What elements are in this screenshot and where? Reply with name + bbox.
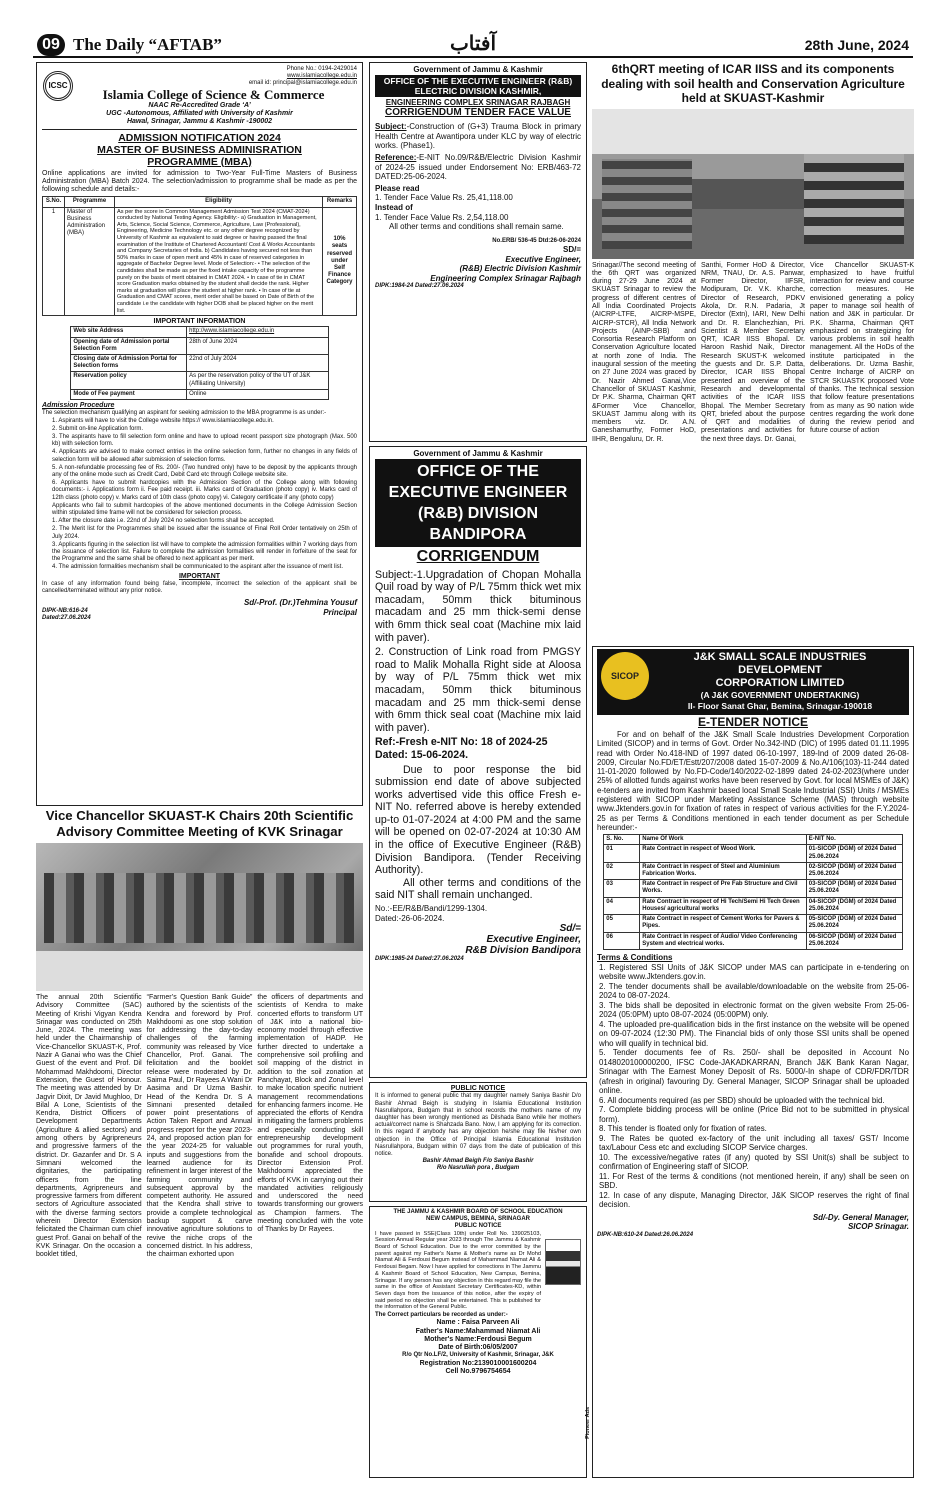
college-naac: NAAC Re-Accredited Grade ‘A’ — [148, 101, 251, 109]
procedure-step: 1. Aspirants will have to visit the College website https:// www.islamiacollege.edu.in. — [52, 417, 274, 424]
dipk-code: DIPK-NB:616-24 — [42, 607, 88, 614]
corr2-body: Due to poor response the bid submission end date of above subjected works advertised vide this office Fresh e-NIT No. referred above is hereby extended up-to 01-07-2024 at 4:00 PM and the same will be opened on 02-07-2024 at 10:30 AM in the office of Executive Engineer (R&B) Division Bandipora. (Tender Receiving Authority). — [375, 763, 581, 877]
admission-programme-line1: MASTER OF BUSINESS ADMINISRATION — [97, 143, 302, 156]
principal-title: Principal — [323, 607, 357, 617]
sicop-term: 12. In case of any dispute, Managing Director, J&K SICOP reserves the right of final decision. — [599, 1190, 909, 1209]
important-info-heading: IMPORTANT INFORMATION — [153, 318, 246, 326]
procedure-step: 3. The aspirants have to fill selection form online and have to upload recent passport size photograph (Max. 500 kb) with selection form. — [52, 433, 357, 448]
th-eligibility: Eligibility — [115, 197, 323, 207]
sicop-cell-work: Rate Contract in respect of Cement Works for Pavers & Pipes. — [640, 915, 807, 932]
corr2-subject: Subject:-1.Upgradation of Chopan Mohalla Quil road by way of P/L 75mm thick wet mix macadam, 50mm thick bituminous macadam and 25 mm thick-semi dense with 6mm thick seal coat (Machine mix laid with paver). — [375, 568, 581, 644]
sicop-cell-work: Rate Contract in respect of Audio/ Video Conferencing System and electrical works. — [640, 932, 807, 949]
sicop-term: 4. The uploaded pre-qualification bids in the first instance on the website will be opened on 09-07-2024 (12:30 PM). The Financial bids of only those SSI units shall be opened who will qualify in technical bid. — [599, 1019, 909, 1048]
info-row — [71, 327, 328, 337]
public-notice — [369, 1082, 587, 1202]
th-remarks: Remarks — [323, 197, 357, 207]
jkbose-title2: NEW CAMPUS, BEMINA, SRINAGAR — [425, 1216, 530, 1223]
corr1-sign3: Engineering Complex Srinagar Rajbagh — [430, 273, 581, 283]
paper-name: The Daily “AFTAB” — [73, 35, 222, 54]
dipk-date: Dated:27.06.2024 — [42, 615, 91, 622]
corr2-item2: 2. Construction of Link road from PMGSY road to Malik Mohalla Right side at Aloosa by way of P/L 75mm thick wet mix macadam, 50mm thick bituminous macadam and 25 mm thick-semi dense with 6mm thick seal coat (Machine mix laid with paver). — [375, 646, 581, 734]
info-row — [71, 355, 328, 372]
sicop-cell-sno: 01 — [604, 845, 640, 862]
jkbose-name: Name : Faisa Parveen Ali — [436, 1319, 520, 1327]
college-logo: ICSC — [43, 71, 73, 101]
sicop-term: 11. For Rest of the terms & conditions (not mentioned herein, if any) shall be seen on SBD. — [599, 1171, 909, 1190]
row-eligibility: As per the score in Common Management Admission Test 2024 (CMAT-2024) conducted by National Testing Agency. Eligibility:- a) Graduation in Management, Arts, Science, Social Science, Commerce, Agriculture, Law (Professional), Engineering, Medicine Technology etc. or any other degree recognized by University of Kashmir as equivalent to said degree or having passed the final examination of the Institute of Chartered Accountant/ Cost & Works Accountants and Company Secretaries of India. b) Candidates having secured not less than 50% marks in case of open merit and 45% in case of reserved categories in aggregate of Bachelor Degree level. Mode of Selection:- • The selection of the candidates shall be made as per the fixed intake capacity of the programme purely on the basis of merit obtained in CMAT 2024. • In case of tie in CMAT score Graduation marks obtained by the student shall decide the rank. Higher marks at graduation will place the student at higher rank. • In case of tie at Graduation and CMAT scores, merit order shall be based on Date of Birth of the candidate i.e the candidate with higher DOB shall be placed higher on the merit list. — [115, 207, 323, 316]
college-address: Hawal, Srinagar, Jammu & Kashmir -190002 — [126, 118, 273, 126]
corr2-number: No.:-EE/R&B/Bandi/1299-1304. — [375, 904, 488, 914]
vc-col1: The annual 20th Scientific Advisory Committee (SAC) Meeting of Krishi Vigyan Kendra Srinagar was conducted on 25th June, 2024. The meeting was held under the Chairmanship of Vice-Chancellor SKUAST-K, Prof. Nazir A Ganai who was the Chief Guest of the event and Prof. Dil Mohammad Makhdoomi, Director Extension, the Guest of Honour. The meeting was attended by Dr Jagvir Dixit, Dr Javid Mughloo, Dr Bilal A Lone, Scientists of the Kendra, District Officers of Development Departments (Agriculture & allied sectors) and among others by Agripreneurs and progressive farmers of the district. Dr. Gazanfer and Dr. S A Simnani welcomed the dignitaries, the participating officers from the line departments, Agripreneurs and progressive farmers from different sectors of Agriculture associated with the diverse farming sectors wherein Director Extension felicitated the Chairman cum chief guest Prof. Ganai on behalf of the KVK Srinagar. On the occasion a booklet titled, — [36, 994, 142, 1259]
sicop-cell-sno: 02 — [604, 862, 640, 879]
info-label: Closing date of Admission Portal for Selection forms — [71, 355, 187, 372]
corr1-number: No.ERB/ 536-45 Dtd:26-06-2024 — [492, 237, 581, 244]
info-row — [71, 389, 328, 399]
jkbose-text: I have passed in SSE(Class 10th) under Roll No. 139025103, Session Annual Regular year 2023 through The Jammu & Kashmir Board of School Education. Due to the error committed by the parent against my Father's Name & Mother's name as Dr Mohd Niamat Ali & Ferdousi Begum instead of Mahammad Niamat Ali & Ferdousi Begam. Now I have applied for corrections in The Jammu & Kashmir Board of School Education, New Campus, Bemina, Srinagar. If any person has any objection in this regard may file the same in the office of Assistant Secretary Certificates-KD, within Seven days from the issuance of this notice, after the expiry of said period no objection shall be entertained. This is published for the information of the General Public. — [375, 1230, 541, 1311]
sicop-term: 2. The tender documents shall be available/downloadable on the website from 25-06-2024 to 08-07-2024. — [599, 981, 909, 1000]
info-row — [71, 372, 328, 389]
pioneer-ads-label: Pioneer Ads — [585, 1407, 591, 1439]
sicop-cell-work: Rate Contract in respect of Pre Fab Structure and Civil Works. — [640, 880, 807, 897]
procedure-step: 2. The Merit list for the Programmes shall be issued after the issuance of Final Roll Order tentatively on 25th of July 2024. — [52, 526, 357, 540]
corr2-sign2: R&B Division Bandipora — [465, 945, 581, 957]
sicop-sign2: SICOP Srinagar. — [847, 1222, 909, 1232]
college-name: Islamia College of Science & Commerce — [102, 86, 325, 102]
college-email[interactable]: email id: principal@islamiacollege.edu.in — [248, 80, 357, 87]
sicop-th-sno: S. No. — [604, 835, 640, 845]
sicop-header — [597, 649, 909, 715]
eligibility-table — [42, 196, 357, 316]
important-info-table — [70, 326, 328, 400]
corr2-office: OFFICE OF THE EXECUTIVE ENGINEER (R&B) DIVISION BANDIPORA — [375, 459, 581, 547]
public-notice-sign1: Bashir Ahmad Beigh F/o Saniya Bashir — [422, 1158, 534, 1165]
applicant-photo — [545, 1239, 581, 1285]
corr1-ref-text: -E-NIT No.09/R&B/Electric Division Kashmir of 2024-25 issued under Endorsement No: ERB/463-72 DATED:25-06-2024. — [375, 152, 581, 182]
vc-col3: the officers of departments and scientists of Kendra to make concerted efforts to transform UT of J&K into a national bio-economy model through effective implementation of HADP. He further directed to undertake a comprehensive soil profiling and soil mapping of the district in addition to the soil zonation at Panchayat, Block and Zonal level to make location specific nutrient management recommendations for enhancing farmers income. He appreciated the efforts of Kendra in mitigating the farmers problems and especially conducting skill entrepreneurship development out programmes for rural youth, bonafide and school dropouts. Director Extension Prof. Makhdoomi appreciated the efforts of KVK in carrying out their mandated activities religiously and underscored the need towards transforming our growers as Champion farmers. The meeting concluded with the vote of Thanks by Dr Rayees. — [257, 994, 364, 1234]
jkbose-address: R/o Qtr No.LF/2, University of Kashmir, Srinagar, J&K — [402, 1352, 554, 1359]
table-row — [604, 915, 903, 932]
row-programme: Master of Business Administration (MBA) — [65, 207, 115, 316]
admission-intro: Online applications are invited for admission to Two-Year Full-Time Masters of Business Administration (MBA) Batch 2024. The selection/admission to programme shall be made as per the following schedule and details:- — [42, 169, 357, 194]
dipk-number — [42, 608, 91, 622]
corr1-sign1: Executive Engineer, — [505, 254, 581, 264]
corr2-ref: Ref:-Fresh e-NIT No: 18 of 2024-25 Dated: 15-06-2024. — [375, 736, 548, 761]
icar-col2: Santhi, Former HoD & Director, NRM, TNAU, Dr. A.S. Panwar, Former Director, IIFSR, Modipuram, Dr. V.K. Kharche, Director of Research, PDKV Akola, Dr. R.N. Padaria, Jt Director (Extn), IARI, New Delhi and Dr. R. Elanchezhian, Pri. Scientist & Member Secretary QRT, ICAR IISS Bhopal. Dr. Haroon Rashid Naik, Director Research SKUST-K welcomed the guests and Dr. S.P. Datta, Director, ICAR IISS Bhopal presented an overview of the Research and developmental activities of the ICAR IISS Bhopal. The Member Secretary QRT, briefed about the purpose of QRT and modalities of presentations and activities for the next three days. Dr. Ganai, — [701, 261, 805, 443]
sicop-cell-enit: 05-SICOP (DGM) of 2024 Dated 25.06.2024 — [806, 915, 902, 932]
corr1-please-read: Please read — [375, 183, 420, 193]
sicop-logo: SICOP — [601, 652, 649, 700]
jkbose-mother: Mother's Name:Ferdousi Begum — [424, 1335, 532, 1343]
sicop-cell-work: Rate Contract in respect of Wood Work. — [640, 845, 807, 862]
icar-article — [592, 62, 914, 646]
corr1-subject-label: Subject: — [375, 122, 407, 132]
sicop-sub: (A J&K GOVERNMENT UNDERTAKING) — [700, 690, 860, 700]
sicop-sign1: Sd/-Dy. General Manager, — [812, 1212, 909, 1222]
corr1-office: OFFICE OF THE EXECUTIVE ENGINEER (R&B) ELECTRIC DIVISION KASHMIR, — [375, 75, 581, 97]
sicop-cell-enit: 06-SICOP (DGM) of 2024 Dated 25.06.2024 — [806, 932, 902, 949]
procedure-step: 5. A non-refundable processing fee of Rs. 200/- (Two hundred only) have to be deposit by the applicants through any of the online mode such as Credit Card, Debit Card etc through College website site. — [52, 464, 357, 478]
sicop-title1: J&K SMALL SCALE INDUSTRIES DEVELOPMENT — [693, 651, 867, 676]
sicop-notice-title: E-TENDER NOTICE — [697, 715, 808, 729]
corr1-read-value: 1. Tender Face Value Rs. 25,41,118.00 — [375, 193, 513, 203]
sicop-term: 10. The excessive/negative rates (if any) quoted by SSI Unit(s) shall be subject to confirmation of Engineering staff of SICOP. — [599, 1152, 909, 1171]
corr1-instead-value: 1. Tender Face Value Rs. 2,54,118.00 — [375, 212, 509, 222]
table-row — [604, 897, 903, 914]
sicop-address: II- Floor Sanat Ghar, Bemina, Srinagar-190018 — [687, 701, 873, 711]
college-website[interactable]: www.islamiacollege.edu.in — [286, 73, 357, 80]
corr1-ref-label: Reference: — [375, 152, 417, 162]
sicop-term: 7. Complete bidding process will be online (Price Bid not to be submitted in physical form). — [599, 1105, 909, 1124]
vc-col2: “Farmer’s Question Bank Guide” authored by the scientists of the Kendra and foreword by Prof. Makhdoomi as one stop solution for addressing the day-to-day challenges of the farming community was released by Vice Chancellor, Prof. Ganai. The felicitation and the booklet release were moderated by Dr. Saima Paul, Dr Rayees A Wani Dr Aasima and Dr Uzma Bashir. Head of the Kendra Dr. S A Simnani presented detailed power point presentations of Action Taken Report and Annual progress report for the year 2023-24, and proposed action plan for the year 2024-25 for valuable inputs and suggestions from the learned audience for its refinement in larger interest of the farming community and subsequent approval by the competent authority. He assured that the Kendra shall strive to provide a complete technological backup support & carve innovative agriculture solutions to revive the niche crops of the concerned district. In his address, the chairman exhorted upon — [146, 994, 253, 1259]
sicop-intro: For and on behalf of the J&K Small Scale Industries Development Corporation Limited (SICOP) and in terms of Govt. Order No.342-IND (DIC) of 1995 dated 01.11.1995 read with Order No.418-IND of 1997 dated 06-10-1997, 189-Ind of 2009 dated 26-08-2009, Circular No.FD/ET/Estt/207/2008 dated 15-07-2009 & No.A/106(103)-11-244 dated 11-01-2020 followed by No.FD-Code/140/2022-02-1899 dated 24-02-2023(where under 25% of allotted funds against works have been reserved by Govt. for local MSMEs of J&K) e-tenders are invited from Kashmir based local Small Scale Industrial (SSI) Units / MSMEs registered with SICOP under Marketing Assistance Scheme (MAS) through website www.Jktenders.gov.in for fixation of rates in respect of various activities for the F.Y.2024-25 as per Terms & Conditions mentioned in each tender document as per Schedule hereunder:- — [597, 730, 909, 832]
corr1-subject — [375, 122, 581, 151]
corr2-dipk: DIPK:1985-24 Dated:27.06.2024 — [375, 956, 464, 963]
sicop-cell-work: Rate Contract in respect of Hi Tech/Semi Hi Tech Green Houses/ agricultural works — [640, 897, 807, 914]
sicop-cell-enit: 02-SICOP (DGM) of 2024 Dated 25.06.2024 — [806, 862, 902, 879]
corr1-subject-text: -Construction of (G+3) Trauma Block in primary Health Centre at Awantipora under KLC by way of electric works. (Phase1). — [375, 122, 581, 151]
corr1-instead: Instead of — [375, 202, 413, 212]
admission-programme-line2: PROGRAMME (MBA) — [147, 155, 252, 168]
procedure-step: Applicants who fail to submit hardcopies of the above mentioned documents in the College Admission Section within stipulated time frame will not be considered for selection process. — [52, 502, 357, 516]
sicop-term: 9. The Rates be quoted ex-factory of the unit including all taxes/ GST/ Income tax/Labour Cess etc and excluding SICOP Service charges. — [599, 1133, 909, 1152]
info-value: Online — [187, 389, 329, 399]
corr2-sd: Sd/= — [559, 923, 581, 935]
important-heading: IMPORTANT — [178, 572, 221, 580]
corr2-title: CORRIGENDUM — [416, 547, 540, 565]
row-remarks: 10% seats reserved under Self Finance Category — [323, 207, 357, 316]
sicop-cell-sno: 03 — [604, 880, 640, 897]
procedure-step: 3. Applicants figuring in the selection list will have to complete the admission formalities within 7 working days from the issuance of selection list. Failure to complete the admission formalities will render in forfeiture of the seat for the Programme and the same shall be offered to next applicant as per merit. — [52, 541, 357, 563]
public-notice-sign2: R/o Nasrullah pora , Budgam — [436, 1165, 520, 1172]
sicop-cell-sno: 05 — [604, 915, 640, 932]
info-value: 28th of June 2024 — [187, 337, 329, 354]
corr1-title: CORRIGENDUM TENDER FACE VALUE — [385, 107, 571, 119]
corr1-gov: Government of Jammu & Kashmir — [413, 65, 543, 74]
college-ugc: UGC -Autonomous, Affiliated with University of Kashmir — [106, 109, 293, 117]
jkbose-dob: Date of Birth:06/05/2007 — [438, 1344, 518, 1352]
vc-article — [36, 808, 363, 1478]
sicop-table — [603, 834, 903, 950]
icar-col1: Srinagar//The second meeting of the 6th QRT was organized during 27-29 June 2024 at SKUAST Srinagar to review the progress of different centres of All India Coordinated Projects (AICRP-LTFE, AICRP-MSPE, AICRP-STCR), All India Network Projects (AINP-SBB) and Consortia Research Platform on Conservation Agriculture located at north zone of India. The inaugural session of the meeting on 27 June 2024 was graced by Dr. Nazir Ahmed Ganai,Vice Chancellor of SKUAST Kashmir, Dr P.K. Sharma, Chairman QRT &Former Vice Chancellor, SKUAST Jammu along with its members viz. Dr. A.N. Ganeshamurthy, Former HoD, IIHR, Bengaluru, Dr. R. — [592, 261, 696, 443]
table-row — [604, 932, 903, 949]
jkbose-title1: THE JAMMU & KASHMIR BOARD OF SCHOOL EDUCATION — [393, 1209, 563, 1215]
corr2-other: All other terms and conditions of the said NIT shall remain unchanged. — [375, 876, 581, 902]
jkbose-registration: Registration No:2139010001600204 — [419, 1359, 537, 1367]
corr2-dated: Dated:-26-06-2024. — [375, 913, 445, 923]
corr1-sign2: (R&B) Electric Division Kashmir — [459, 264, 581, 274]
sicop-dipk: DIPK-NB:610-24 Dated:26.06.2024 — [597, 1231, 694, 1238]
info-label: Mode of Fee payment — [71, 389, 187, 399]
principal-signature: Sd/-Prof. (Dr.)Tehmina Yousuf — [243, 598, 357, 608]
sicop-tender — [592, 646, 914, 1478]
sicop-cell-enit: 01-SICOP (DGM) of 2024 Dated 25.06.2024 — [806, 845, 902, 862]
public-notice-title: PUBLIC NOTICE — [450, 1085, 506, 1092]
college-phone: Phone No.: 0194-2429014 — [286, 66, 357, 72]
sicop-cell-work: Rate Contract in respect of Steel and Aluminium Fabrication Works. — [640, 862, 807, 879]
sicop-term: 8. This tender is floated only for fixation of rates. — [599, 1124, 767, 1133]
procedure-steps — [42, 418, 357, 572]
vc-headline: Vice Chancellor SKUAST-K Chairs 20th Scientific Advisory Committee Meeting of KVK Srinagar — [45, 808, 354, 839]
info-row — [71, 337, 328, 354]
masthead — [33, 32, 913, 58]
icar-col3: Vice Chancellor SKUAST-K emphasized to have fruitful interaction for review and course correction measures. He envisioned generating a policy paper to manage soil health of nation and J&K in particular. Dr P.K. Sharma, Chairman QRT emphasized on strategizing for various problems in soil health management. All the HoDs of the institute participated in the deliberations. Dr. Uzma Bashir, Centre Incharge of AICRP on STCR SKUASTK proposed Vote of thanks. The technical session that follow feature presentations from as many as 90 nation wide centres regarding the work done during the review period and future course of action — [810, 261, 914, 435]
jkbose-cell: Cell No.9796754654 — [445, 1367, 511, 1375]
corr1-engineering: ENGINEERING COMPLEX SRINAGAR RAJBAGH — [385, 97, 571, 107]
sicop-term: 3. The bids shall be deposited in electronic format on the given website From 25-06-2024 (05:0PM) upto 08-07-2024 (05:00PM) only. — [599, 1000, 909, 1019]
jkbose-notice — [369, 1206, 591, 1478]
sicop-cell-sno: 06 — [604, 932, 640, 949]
sicop-th-enit: E-NIT No. — [806, 835, 902, 845]
info-label: Opening date of Admission portal Selection Form — [71, 337, 187, 354]
corrigendum-electric — [369, 62, 587, 442]
info-value[interactable]: http://www.islamiacollege.edu.in — [187, 327, 329, 337]
jkbose-title3: PUBLIC NOTICE — [454, 1223, 502, 1230]
procedure-step: 4. Applicants are advised to make correct entries in the online selection form, further no changes in any fields of selection form will be allowed after submission of selection forms. — [52, 449, 357, 463]
corr1-dipk: DIPK:1984-24 Dated:27.06.2024 — [375, 283, 464, 290]
sicop-th-work: Name Of Work — [640, 835, 807, 845]
jkbose-father: Father's Name:Mahammad Niamat Ali — [415, 1327, 541, 1335]
sicop-terms-list — [597, 963, 909, 1210]
sicop-term: 1. Registered SSI Units of J&K SICOP under MAS can participate in e-tendering on website www.Jktenders.gov.in. — [599, 962, 909, 981]
procedure-heading: Admission Procedure — [42, 402, 115, 410]
sicop-cell-enit: 04-SICOP (DGM) of 2024 Dated 25.06.2024 — [806, 897, 902, 914]
college-contacts — [42, 66, 357, 88]
jkbose-correct: The Correct particulars be recorded as under:- — [375, 1312, 508, 1319]
corr2-gov: Government of Jammu & Kashmir — [413, 449, 543, 458]
sicop-term: 6. All documents required (as per SBD) should be uploaded with the technical bid. — [599, 1095, 885, 1105]
info-value: As per the reservation policy of the UT of J&K (Affiliating University) — [187, 372, 329, 389]
corrigendum-bandipora — [369, 446, 587, 1078]
procedure-step: 2. Submit on-line Application form. — [52, 425, 144, 432]
table-row — [604, 880, 903, 897]
row-sno: 1 — [43, 207, 65, 316]
sicop-terms-heading: Terms & Conditions — [597, 952, 673, 962]
public-notice-text: It is informed to general public that my daughter namely Saniya Bashir D/o Bashir Ahmad Beigh is studying in Islamia Educational Institution Nasrullahpora, Budgam that in school records the mothers name of my daughter has been wrongly mentioned as Dilshada Bano while her mothers actual/correct name is Shahzada Bano. Now, I am applying for its correction. In this regard if anybody has any objection he/she may file his/her own objection in the Office of Principal Islamia Educational Institution Nasrullahpora, Budgam within 07 days from the date of publication of this notice. — [375, 1093, 581, 1157]
icar-headline: 6thQRT meeting of ICAR IISS and its components dealing with soil health and Conservation Agriculture held at SKUAST-Kashmir — [601, 62, 905, 105]
corr1-other: All other terms and conditions shall remain same. — [389, 222, 564, 232]
info-label: Reservation policy — [71, 372, 187, 389]
admission-notice — [36, 62, 363, 806]
procedure-intro: The selection mechanism qualifying an aspirant for seeking admission to the MBA programme is as under:- — [42, 410, 327, 417]
page-number: 09 — [37, 34, 65, 56]
info-label: Web site Address — [71, 327, 187, 337]
admission-title: ADMISSION NOTIFICATION 2024 — [118, 131, 281, 144]
procedure-step: 4. The admission formalities mechanism shall be communicated to the aspirant after the issuance of merit list. — [52, 564, 344, 571]
important-text: In case of any information found being false, incomplete, incorrect the selection of the applicant shall be cancelled/terminated without any prior notice. — [42, 580, 357, 595]
table-row — [604, 862, 903, 879]
info-value: 22nd of July 2024 — [187, 355, 329, 372]
icar-photo — [592, 109, 914, 259]
th-programme: Programme — [65, 197, 115, 207]
masthead-logo: آفتاب — [449, 33, 497, 55]
corr2-sign1: Executive Engineer, — [486, 934, 581, 946]
corr1-reference — [375, 153, 581, 182]
sicop-cell-sno: 04 — [604, 897, 640, 914]
corr1-sd: SD/= — [562, 244, 581, 254]
procedure-step: 6. Applicants have to submit hardcopies with the Admission Section of the College along with following documents:- i. Applications form ii. Fee paid receipt. iii. Marks card of Graduation (photo copy) iv. Marks card of 12th class (photo copy) v. Marks card of 10th class (photo copy) vi. Category certificate if any (photo copy) — [52, 480, 357, 501]
sicop-title2: CORPORATION LIMITED — [715, 677, 845, 689]
issue-date: 28th June, 2024 — [804, 37, 909, 53]
sicop-term: 5. Tender documents fee of Rs. 250/- shall be deposited in Account No 0148020100000200, IFSC Code-JAKADKARRAN, Branch J&K Bank Karan Nagar, Srinagar with The Earnest Money Deposit of Rs. 5000/-In shape of CDR/FDR/TDR (afresh in original) favouring Dy. General Manager, SICOP Srinagar shall be uploaded online. — [599, 1048, 909, 1095]
procedure-step: 1. After the closure date i.e. 22nd of July 2024 no selection forms shall be accepted. — [52, 518, 275, 525]
th-sno: S.No. — [43, 197, 65, 207]
vc-photo — [36, 843, 363, 991]
sicop-cell-enit: 03-SICOP (DGM) of 2024 Dated 25.06.2024 — [806, 880, 902, 897]
table-row — [604, 845, 903, 862]
